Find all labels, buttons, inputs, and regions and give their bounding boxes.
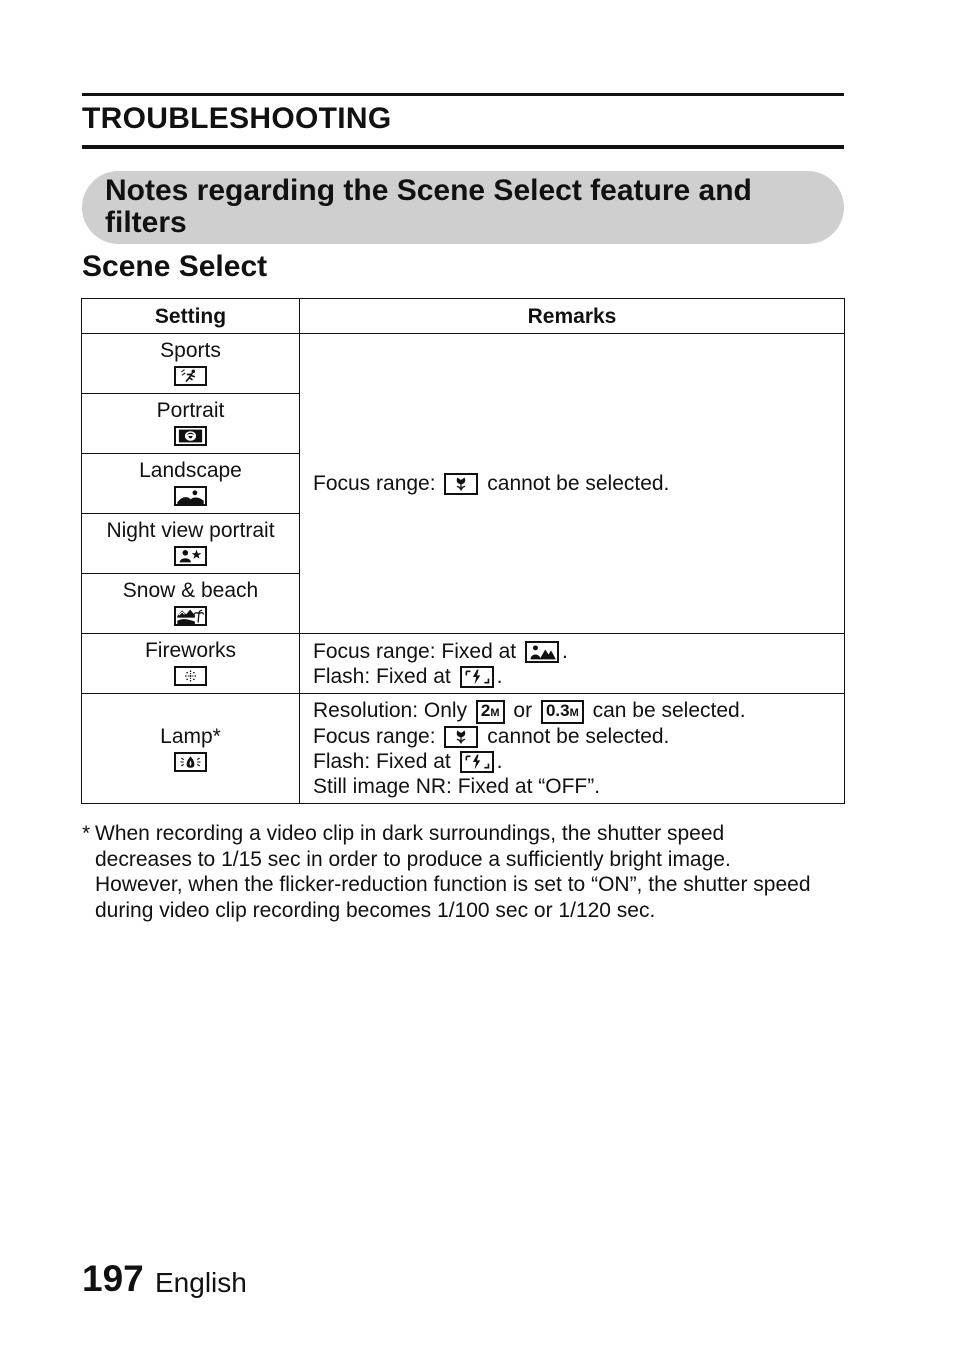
setting-label: Snow & beach [122, 579, 259, 602]
remarks-cell [300, 334, 845, 634]
setting-cell [82, 514, 300, 574]
table-header-row [82, 299, 845, 334]
remark-flash-fixed: Flash: Fixed at [313, 664, 451, 688]
setting-cell [82, 454, 300, 514]
landscape-icon [174, 486, 207, 506]
snow-beach-icon [174, 606, 207, 626]
fireworks-icon [174, 666, 207, 686]
macro-icon [444, 473, 478, 495]
setting-cell [82, 394, 300, 454]
infinity-landscape-icon [525, 641, 559, 663]
remark-resolution: Resolution: Only [313, 699, 468, 723]
setting-cell [82, 574, 300, 634]
setting-label: Fireworks [144, 639, 236, 662]
res2-value: 0.3 [545, 700, 570, 720]
period: . [561, 639, 568, 663]
table-row [82, 334, 845, 394]
flash-off-icon [460, 666, 494, 688]
setting-cell [82, 634, 300, 694]
top-rule [82, 93, 844, 96]
remark-flash-fixed: Flash: Fixed at [313, 749, 451, 773]
res1-value: 2 [480, 700, 491, 720]
remark-focus-suffix: cannot be selected. [487, 724, 670, 748]
table-row [82, 634, 845, 694]
remark-line [313, 664, 844, 689]
footnote [82, 821, 822, 924]
night-view-portrait-icon [174, 546, 207, 566]
res2-unit: M [569, 706, 579, 719]
header-remarks: Remarks [300, 299, 845, 334]
macro-icon [444, 726, 478, 748]
remark-or: or [513, 699, 533, 723]
portrait-icon [174, 426, 207, 446]
resolution-0-3m-icon [541, 700, 584, 724]
setting-label: Sports [160, 339, 221, 362]
section-title: TROUBLESHOOTING [82, 102, 392, 135]
remark-focus-prefix: Focus range: [313, 724, 436, 748]
setting-label: Landscape [139, 459, 242, 482]
banner-title: Notes regarding the Scene Select feature and filters [105, 174, 752, 239]
period: . [496, 664, 503, 688]
remark-focus-prefix: Focus range: [313, 472, 436, 495]
remarks-cell [300, 694, 845, 804]
remark-focus-fixed: Focus range: Fixed at [313, 639, 517, 663]
table-row [82, 694, 845, 804]
footnote-marker: * [82, 822, 91, 845]
lamp-icon [174, 752, 207, 772]
remark-can-select: can be selected. [592, 699, 746, 723]
page-number: 197 [82, 1258, 144, 1299]
page-language: English [155, 1267, 247, 1298]
setting-label: Night view portrait [106, 519, 275, 542]
setting-label: Portrait [156, 399, 225, 422]
setting-cell [82, 694, 300, 804]
section-rule [82, 145, 844, 149]
sports-icon [174, 366, 207, 386]
footnote-text: When recording a video clip in dark surroundings, the shutter speed decreases to 1/15 sec in order to produce a sufficiently bright image. However, when the flicker-reduction function is set to “ON”, the shutter speed during video clip recording becomes 1/100 sec or 1/120 sec. [95, 822, 811, 923]
remark-focus-suffix: cannot be selected. [487, 472, 670, 495]
res1-unit: M [490, 706, 500, 719]
remark-line [313, 698, 844, 723]
remark-line [313, 749, 844, 774]
scene-select-table [81, 298, 845, 804]
period: . [496, 749, 503, 773]
setting-label: Lamp* [160, 724, 221, 748]
remark-line [313, 724, 844, 749]
subheading: Scene Select [82, 250, 268, 283]
remark-line [313, 639, 844, 664]
remarks-cell [300, 634, 845, 694]
banner [82, 171, 844, 244]
header-setting: Setting [82, 299, 300, 334]
resolution-2m-icon [476, 700, 505, 724]
flash-off-icon [460, 751, 494, 773]
setting-cell [82, 334, 300, 394]
remark-line: Still image NR: Fixed at “OFF”. [313, 774, 601, 798]
